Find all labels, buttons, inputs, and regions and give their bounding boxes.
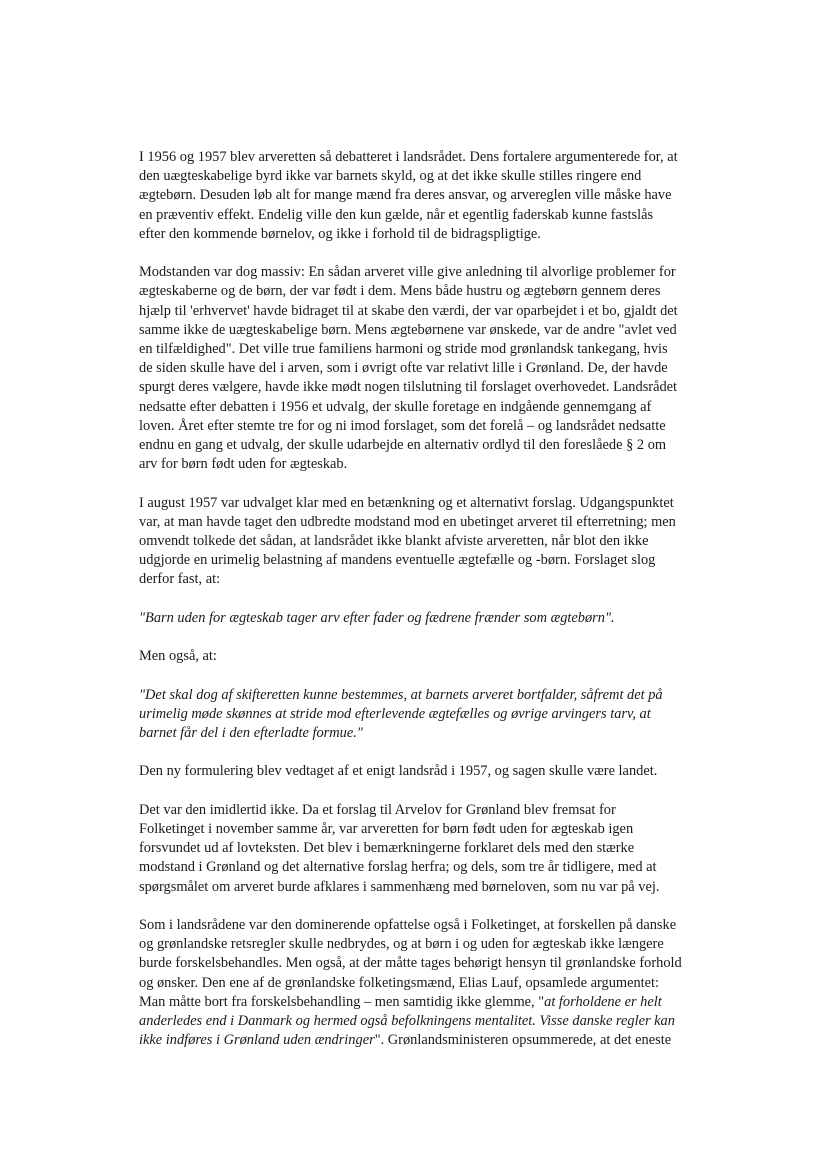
paragraph-landsraadene-opfattelse bbox=[139, 916, 699, 1050]
quote-skifteretten bbox=[139, 686, 699, 744]
paragraph-folketinget-forslag bbox=[139, 801, 699, 897]
quote-barn-uden-for-aegteskab bbox=[139, 609, 699, 628]
paragraph-ny-formulering bbox=[139, 762, 699, 781]
quote-text: "Det skal dog af skifteretten kunne bestemmes, at barnets arveret bortfalder, såfremt det på urimelig møde skønnes at stride mod efterlevende ægtefælles og øvrige arvingers tarv, at barnet får del i den efterladte formue." bbox=[139, 686, 663, 742]
paragraph-text: Som i landsrådene var den dominerende opfattelse også i Folketinget, at forskellen på danske og grønlandske retsregler skulle nedbrydes, og at børn i og uden for ægteskab ikke længere burde forskelsbehandles. Men også, at der måtte tages behørigt hensyn til grønlandske forhold og ønsker. Den ene af de grønlandske folketingsmænd, Elias Lauf, opsamlede argumentet: Man måtte bort fra forskelsbehandling – men samtidig ikke glemme, " bbox=[139, 917, 682, 1010]
paragraph-arveret-debat bbox=[139, 148, 699, 244]
paragraph-august-1957 bbox=[139, 494, 699, 590]
paragraph-text: Modstanden var dog massiv: En sådan arveret ville give anledning til alvorlige problemer for ægteskaberne og de børn, der var født i dem. Mens både hustru og ægtebørn gennem deres hjælp til 'erhvervet' havde bidraget til at skabe den værdi, der var oparbejdet i et bo, gjaldt det samme ikke de uægteskabelige børn. Mens ægtebørnene var ønskede, var de andre "avlet ved en tilfældighed". Det ville true familiens harmoni og stride mod grønlandsk tankegang, hvis de siden skulle have del i arven, som i øvrigt ofte var relativt lille i Grønland. De, der havde spurgt deres vælgere, havde ikke mødt nogen tilslutning til forslaget overhovedet. Landsrådet nedsatte efter debatten i 1956 et udvalg, der skulle foretage en indgående gennemgang af loven. Året efter stemte tre for og ni imod forslaget, som det forelå – og landsrådet nedsatte endnu en gang et udvalg, der skulle udarbejde en alternativ ordlyd til den foreslåede § 2 om arv for børn født uden for ægteskab. bbox=[139, 264, 678, 473]
paragraph-text: Den ny formulering blev vedtaget af et enigt landsråd i 1957, og sagen skulle være landet. bbox=[139, 763, 658, 780]
paragraph-text: ". Grønlandsministeren opsummerede, at det eneste bbox=[374, 1032, 672, 1049]
quote-text: at forholdene er helt anderledes end i Danmark og hermed også befolkningens mentalitet. Visse danske regler kan ikke indføres i Grønland uden ændringer bbox=[139, 993, 675, 1049]
quote-text: "Barn uden for ægteskab tager arv efter fader og fædrene frænder som ægtebørn". bbox=[139, 609, 615, 626]
paragraph-text: I 1956 og 1957 blev arveretten så debatteret i landsrådet. Dens fortalere argumenterede for, at den uægteskabelige byrd ikke var barnets skyld, og at det ikke skulle stilles ringere end ægtebørn. Desuden løb alt for mange mænd fra deres ansvar, og arvereglen ville måske have en præventiv effekt. Endelig ville den kun gælde, når et egentlig faderskab kunne fastslås efter den kommende børnelov, og ikke i forhold til de bidragspligtige. bbox=[139, 149, 678, 242]
paragraph-text: I august 1957 var udvalget klar med en betænkning og et alternativt forslag. Udgangspunktet var, at man havde taget den udbredte modstand mod en ubetinget arveret til efterretning; men omvendt tolkede det sådan, at landsrådet ikke blankt afviste arveretten, når blot den ikke udgjorde en urimelig belastning af mandens eventuelle ægtefælle og -børn. Forslaget slog derfor fast, at: bbox=[139, 494, 676, 588]
document-body bbox=[139, 148, 699, 1070]
paragraph-text: Det var den imidlertid ikke. Da et forslag til Arvelov for Grønland blev fremsat for Folketinget i november samme år, var arveretten for børn født uden for ægteskab igen forsvundet ud af lovteksten. Det blev i bemærkningerne forklaret dels med den stærke modstand i Grønland og det alternative forslag herfra; og dels, som tre år tidligere, med at spørgsmålet om arveret burde afklares i sammenhæng med børneloven, som nu var på vej. bbox=[139, 801, 660, 895]
paragraph-text: Men også, at: bbox=[139, 648, 217, 665]
paragraph-modstand bbox=[139, 263, 699, 474]
paragraph-men-ogsaa bbox=[139, 647, 699, 666]
